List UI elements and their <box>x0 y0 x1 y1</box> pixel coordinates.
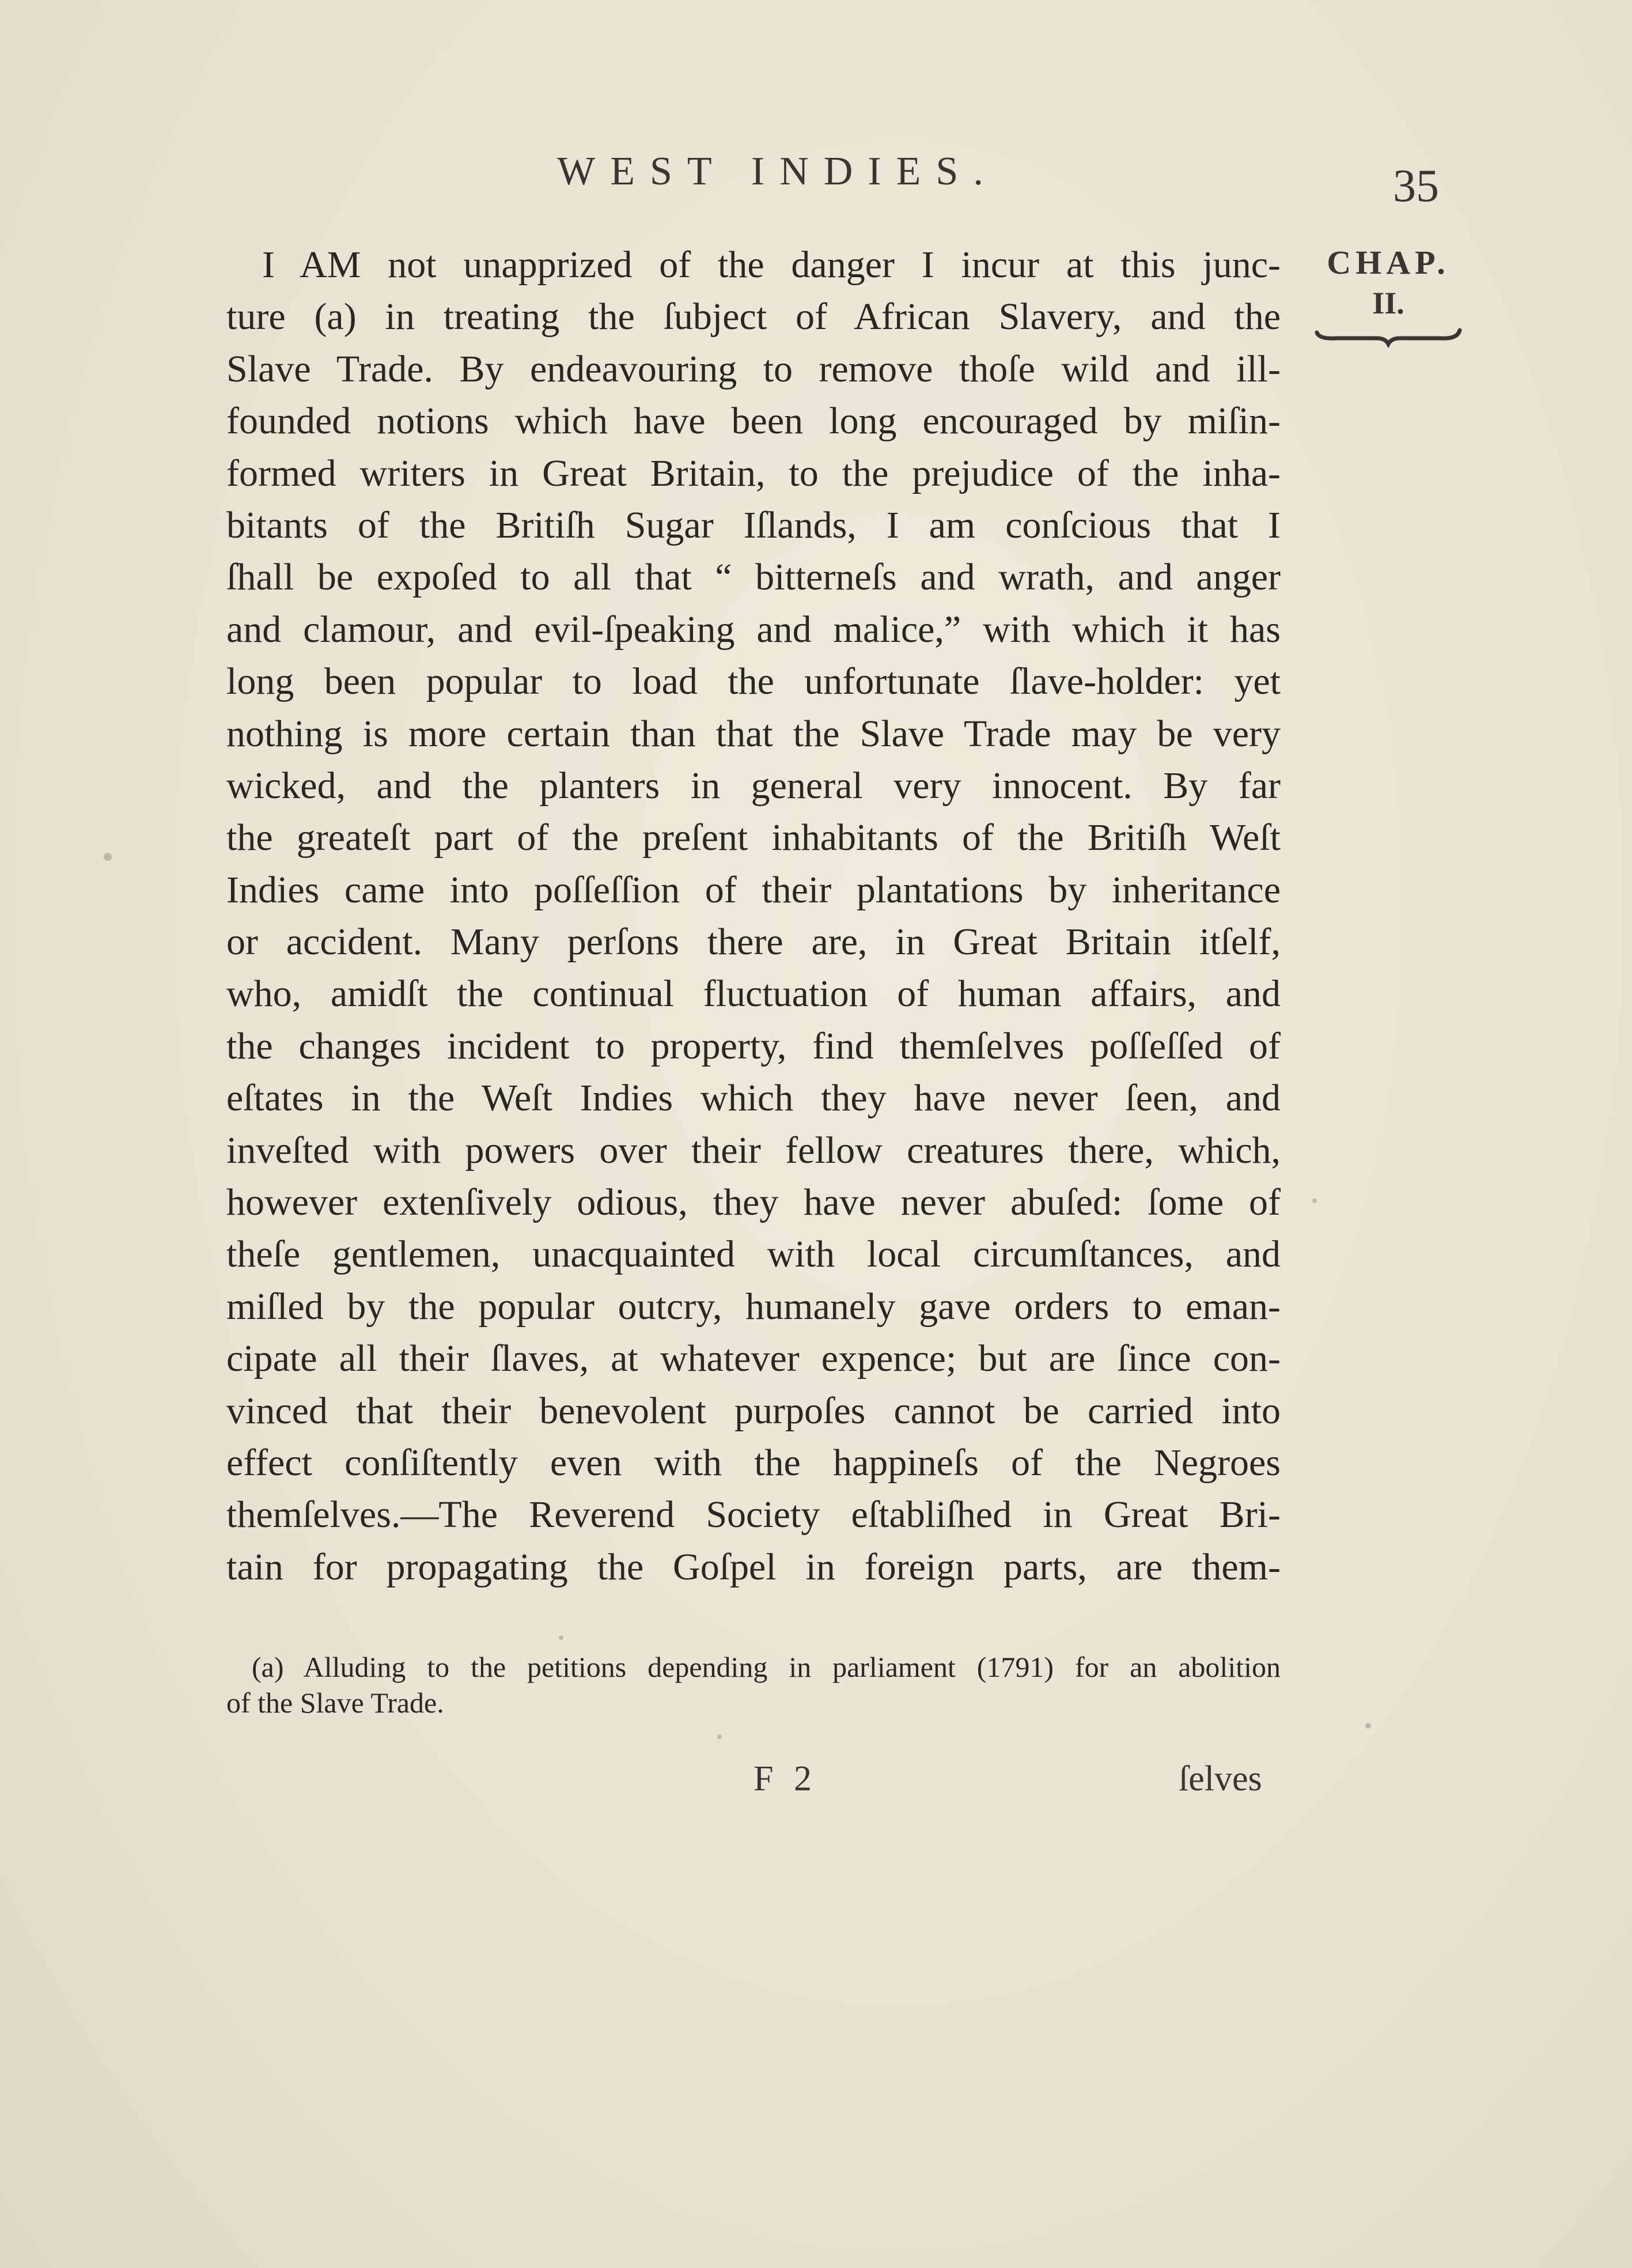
text-line: tain for propagating the Goſpel in foreign parts, are them- <box>226 1545 1281 1588</box>
text-line: and clamour, and evil-ſpeaking and malice,” with which it has <box>226 608 1281 651</box>
text-line: the greateſt part of the preſent inhabitants of the Britiſh Weſt <box>226 817 1281 859</box>
text-line: themſelves.—The Reverend Society eſtabliſhed in Great Bri- <box>226 1494 1281 1536</box>
footnote-line: (a) Alluding to the petitions depending in parliament (1791) for an abolition <box>252 1651 1281 1683</box>
curly-brace-ornament <box>1313 324 1463 347</box>
page-number: 35 <box>1393 161 1439 211</box>
text-line: inveſted with powers over their fellow creatures there, which, <box>226 1129 1281 1171</box>
text-line: formed writers in Great Britain, to the prejudice of the inha- <box>226 452 1281 494</box>
chapter-label: CHAP. <box>1327 244 1450 281</box>
footnote-line: of the Slave Trade. <box>226 1687 444 1719</box>
paper-speck <box>1312 1199 1317 1203</box>
text-line: eſtates in the Weſt Indies which they have never ſeen, and <box>226 1077 1281 1120</box>
paper-speck <box>1365 1723 1371 1729</box>
text-line: bitants of the Britiſh Sugar Iſlands, I am conſcious that I <box>226 504 1281 546</box>
text-line: the changes incident to property, find themſelves poſſeſſed of <box>226 1025 1281 1067</box>
paper-speck <box>717 1734 722 1739</box>
chapter-margin-note <box>1313 243 1463 347</box>
text-line: Indies came into poſſeſſion of their plantations by inheritance <box>226 868 1281 911</box>
text-line: theſe gentlemen, unacquainted with local circumſtances, and <box>226 1233 1281 1276</box>
text-line: I AM not unapprized of the danger I incur at this junc- <box>262 244 1281 286</box>
text-line: miſled by the popular outcry, humanely gave orders to eman- <box>226 1285 1281 1328</box>
text-line: Slave Trade. By endeavouring to remove thoſe wild and ill- <box>226 347 1281 390</box>
running-head: WEST INDIES. <box>557 149 998 194</box>
text-line: ſhall be expoſed to all that “ bitterneſs and wrath, and anger <box>226 556 1281 599</box>
main-text <box>226 239 1281 1593</box>
signature-mark: F 2 <box>753 1759 817 1798</box>
paper-speck <box>104 853 112 861</box>
paper-speck <box>559 1635 563 1640</box>
text-line: founded notions which have been long encouraged by miſin- <box>226 400 1281 443</box>
text-line: however extenſively odious, they have never abuſed: ſome of <box>226 1181 1281 1224</box>
text-line: or accident. Many perſons there are, in Great Britain itſelf, <box>226 921 1281 963</box>
chapter-number: II. <box>1372 286 1404 320</box>
text-line: nothing is more certain than that the Slave Trade may be very <box>226 712 1281 755</box>
text-line: wicked, and the planters in general very innocent. By far <box>226 764 1281 807</box>
footnote <box>226 1649 1281 1721</box>
text-line: who, amidſt the continual fluctuation of human affairs, and <box>226 973 1281 1015</box>
text-line: long been popular to load the unfortunate ſlave-holder: yet <box>226 660 1281 703</box>
text-line: vinced that their benevolent purpoſes cannot be carried into <box>226 1389 1281 1432</box>
text-line: effect conſiſtently even with the happineſs of the Negroes <box>226 1441 1281 1484</box>
text-line: cipate all their ſlaves, at whatever expence; but are ſince con- <box>226 1337 1281 1380</box>
catchword: ſelves <box>1179 1759 1262 1798</box>
text-line: ture (a) in treating the ſubject of African Slavery, and the <box>226 296 1281 338</box>
